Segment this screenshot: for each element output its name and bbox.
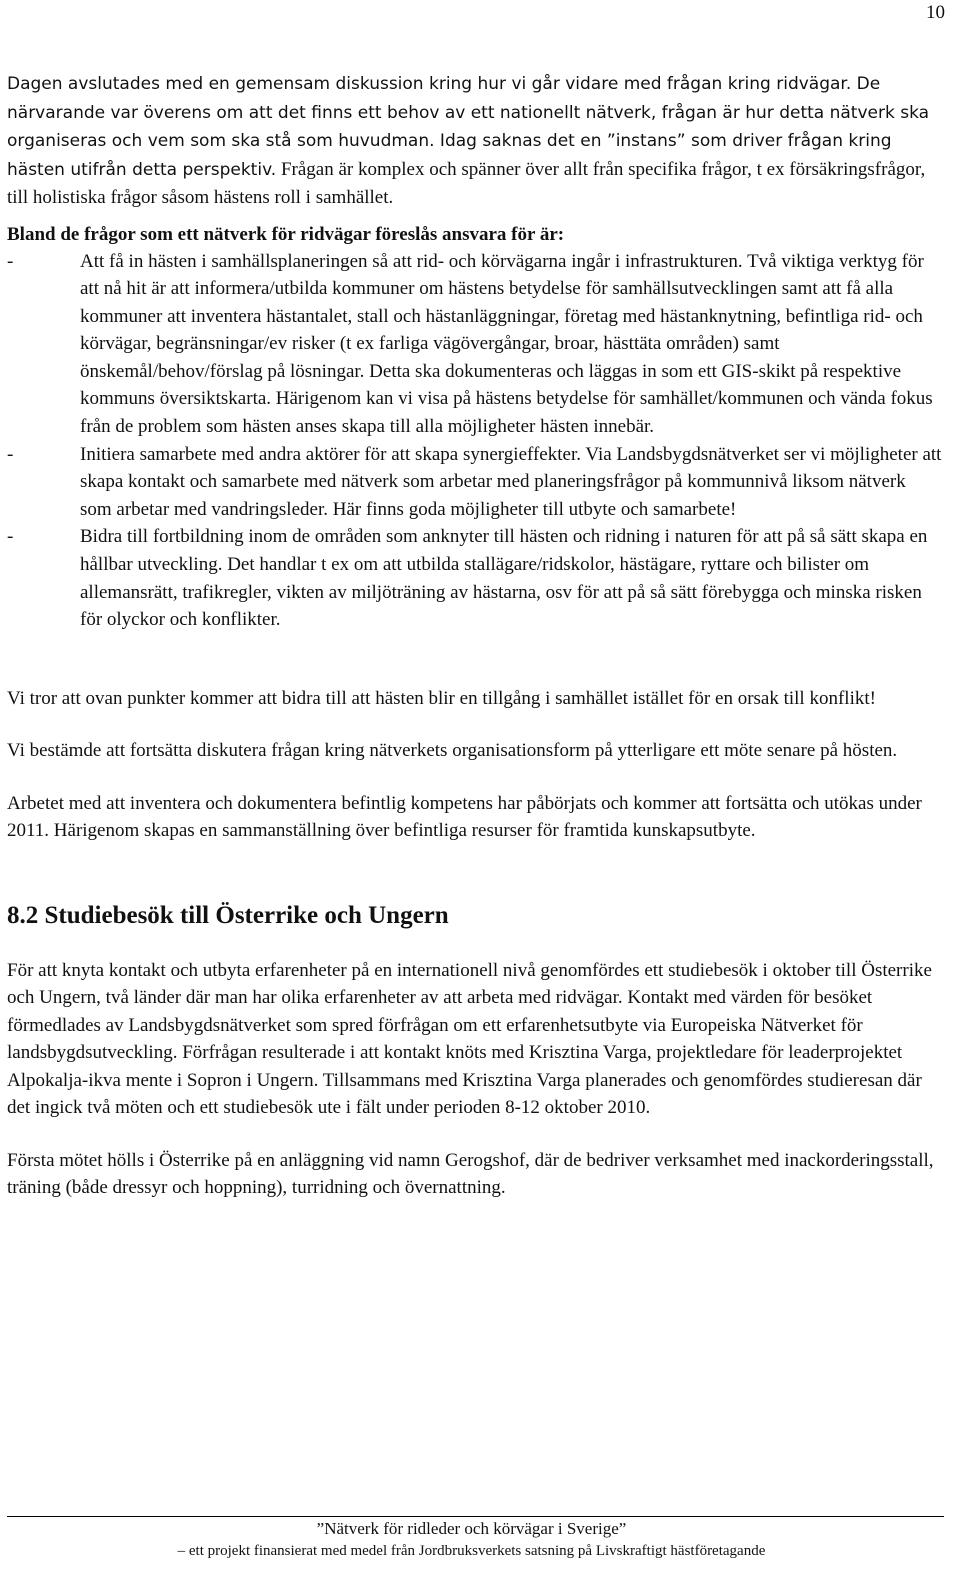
paragraph-forsta-motet: Första mötet hölls i Österrike på en anläggning vid namn Gerogshof, där de bedriver verksamhet med inackorderingsstall, träning (både dressyr och hoppning), turridning och övernattning. <box>7 1149 934 1199</box>
paragraph-arbetet: Arbetet med att inventera och dokumentera befintlig kompetens har påbörjats och kommer att fortsätta och utökas under 2011. Härigenom skapas en sammanställning över befintliga resurser för framtida kunskapsutbyte. <box>7 792 922 842</box>
intro-text-part1: Dagen avslutades med en gemensam diskussion kring hur vi går vidare med frågan kring ridvägar. De närvarande var överens om att det finns ett behov av ett nationellt nätverk, frågan är hur detta nätverk ska organiseras och vem som ska stå som huvudman. Idag saknas det en ”instans” som driver frågan kring hästen utifrån detta perspektiv. <box>7 74 930 180</box>
paragraph-konflikt: Vi tror att ovan punkter kommer att bidra till att hästen blir en tillgång i samhället istället för en orsak till konflikt! <box>7 687 876 709</box>
list-dash: - <box>7 443 14 465</box>
page-number: 10 <box>926 2 945 23</box>
responsibility-list <box>7 248 942 634</box>
list-dash: - <box>7 250 14 272</box>
list-item <box>7 248 942 441</box>
footer-project-title: ”Nätverk för ridleder och körvägar i Sverige” <box>316 1519 627 1538</box>
list-item <box>7 523 942 633</box>
intro-text-part2: Frågan är komplex och spänner över allt från specifika frågor, t ex försäkringsfrågor, till holistiska frågor såsom hästens roll i samhället. <box>7 158 926 208</box>
page-content <box>7 70 942 1202</box>
list-item-text: Att få in hästen i samhällsplaneringen så att rid- och körvägarna ingår i infrastrukturen. Två viktiga verktyg för att nå hit är att informera/utbilda kommuner om hästens betydelse för samhällsutvecklingen samt att få alla kommuner att inventera hästantalet, stall och hästanläggningar, företag med hästanknytning, befintliga rid- och körvägar, begränsningar/ev risker (t ex farliga vägövergångar, broar, hästtäta områden) samt önskemål/behov/förslag på lösningar. Detta ska dokumenteras och läggas in som ett GIS-skikt på respektive kommuns översiktskarta. Härigenom kan vi visa på hästens betydelse för samhället/kommunen och vända fokus från de problem som hästen anses skapa till alla möjligheter hästen innebär. <box>80 250 933 438</box>
list-item-text: Initiera samarbete med andra aktörer för att skapa synergieffekter. Via Landsbygdsnätverket ser vi möjligheter att skapa kontakt och samarbete med nätverk som arbetar med planeringsfrågor på kommunnivå liksom nätverk som arbetar med vandringsleder. Här finns goda möjligheter till utbyte och samarbete! <box>80 443 942 520</box>
list-item <box>7 441 942 524</box>
list-lead-heading: Bland de frågor som ett nätverk för ridvägar föreslås ansvara för är: <box>7 223 565 245</box>
footer-funding-note: – ett projekt finansierat med medel från Jordbruksverkets satsning på Livskraftigt hästföretagande <box>177 1543 766 1559</box>
section-heading: 8.2 Studiebesök till Österrike och Ungern <box>7 901 449 929</box>
list-item-text: Bidra till fortbildning inom de områden som anknyter till hästen och ridning i naturen för att på så sätt skapa en hållbar utveckling. Det handlar t ex om att utbilda stallägare/ridskolor, hästägare, ryttare och bilister om allemansrätt, trafikregler, vikten av miljöträning av hästarna, osv för att på så sätt förebygga och minska risken för olyckor och konflikter. <box>80 526 928 631</box>
footer-divider <box>7 1516 944 1517</box>
paragraph-bestamde: Vi bestämde att fortsätta diskutera frågan kring nätverkets organisationsform på ytterligare ett möte senare på hösten. <box>7 740 898 762</box>
intro-paragraph <box>7 70 942 212</box>
paragraph-studiebesok: För att knyta kontakt och utbyta erfarenheter på en internationell nivå genomfördes ett studiebesök i oktober till Österrike och Ungern, två länder där man har olika erfarenheter av att arbeta med ridvägar. Kontakt med värden för besöket förmedlades av Landsbygdsnätverket som spred förfrågan om ett erfarenhetsutbyte via Europeiska Nätverket för landsbygdsutveckling. Förfrågan resulterade i att kontakt knöts med Krisztina Varga, projektledare för leaderprojektet Alpokalja-ikva mente i Sopron i Ungern. Tillsammans med Krisztina Varga planerades och genomfördes studieresan där det ingick två möten och ett studiebesök ute i fält under perioden 8-12 oktober 2010. <box>7 959 932 1119</box>
list-dash: - <box>7 526 14 548</box>
